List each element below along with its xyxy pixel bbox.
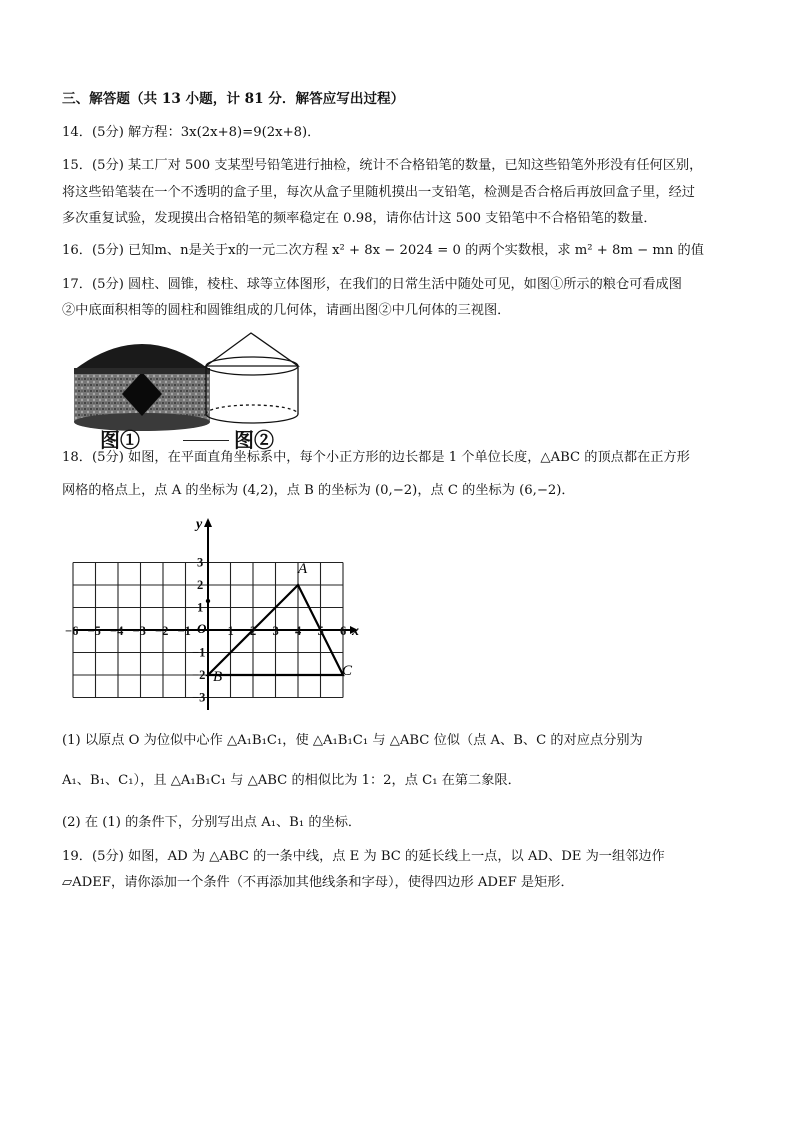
x-tick-label: −3 xyxy=(132,624,146,638)
question-19-line-1: 19．(5分) 如图，AD 为 △ABC 的一条中线，点 E 为 BC 的延长线上一点，以 AD、DE 为一组邻边作 xyxy=(62,849,665,864)
x-tick-label: −1 xyxy=(177,624,191,638)
question-19-line-2: ▱ADEF，请你添加一个条件（不再添加其他线条和字母），使得四边形 ADEF 是矩形． xyxy=(62,875,574,890)
origin-label: O xyxy=(197,621,207,636)
x-tick-label: 4 xyxy=(295,624,302,638)
x-tick-label: 5 xyxy=(317,624,324,638)
x-tick-label: 2 xyxy=(250,624,257,638)
y-tick-label: 3 xyxy=(197,555,204,570)
question-17-line-1: 17．(5分) 圆柱、圆锥，棱柱、球等立体图形，在我们的日常生活中随处可见，如图①所示的粮仓可看成图 xyxy=(62,277,682,292)
figure-2-label: 图② xyxy=(234,428,274,452)
y-axis-dot xyxy=(206,599,210,603)
y-axis-label: y xyxy=(196,517,203,532)
figure-label-divider xyxy=(183,440,229,441)
question-15-line-2: 将这些铅笔装在一个不透明的盒子里，每次从盒子里随机摸出一支铅笔，检测是否合格后再放回盒子里，经过 xyxy=(62,185,695,200)
y-tick-label: −1 xyxy=(192,645,206,660)
section-heading: 三、解答题（共 13 小题，计 81 分．解答应写出过程） xyxy=(62,91,405,107)
x-axis-label: x xyxy=(352,624,359,639)
y-tick-label: 2 xyxy=(197,578,204,592)
y-tick-label: −2 xyxy=(192,668,206,682)
cone-cylinder-drawing xyxy=(206,333,298,423)
question-14: 14．(5分) 解方程：3x(2x+8)=9(2x+8)． xyxy=(62,125,321,140)
question-18-line-2: 网格的格点上，点 A 的坐标为 (4,2)，点 B 的坐标为 (0,−2)，点 C 的坐标为 (6,−2)． xyxy=(62,483,575,498)
x-tick-label: 3 xyxy=(272,624,279,638)
point-b-label: B xyxy=(213,669,223,685)
figure-1-label: 图① xyxy=(100,428,140,452)
coordinate-grid xyxy=(65,515,372,715)
question-15-line-1: 15．(5分) 某工厂对 500 支某型号铅笔进行抽检，统计不合格铅笔的数量，已知这些铅笔外形没有任何区别， xyxy=(62,158,703,173)
granary-photo xyxy=(74,344,210,431)
question-16: 16．(5分) 已知m、n是关于x的一元二次方程 x² + 8x − 2024 = 0 的两个实数根，求 m² + 8m − mn 的值 xyxy=(62,243,704,258)
point-a-label: A xyxy=(298,561,308,577)
x-tick-label: −6 xyxy=(65,624,79,638)
x-tick-label: −2 xyxy=(155,624,169,638)
y-tick-label: 1 xyxy=(197,600,204,615)
question-18-part-1-line-1: (1) 以原点 O 为位似中心作 △A₁B₁C₁，使 △A₁B₁C₁ 与 △ABC 位似（点 A、B、C 的对应点分别为 xyxy=(62,733,643,748)
question-18-part-2: (2) 在 (1) 的条件下，分别写出点 A₁、B₁ 的坐标． xyxy=(62,815,362,830)
question-18-line-1: 18．(5分) 如图，在平面直角坐标系中，每个小正方形的边长都是 1 个单位长度，△ABC 的顶点都在正方形 xyxy=(62,450,690,465)
question-17-line-2: ②中底面积相等的圆柱和圆锥组成的几何体，请画出图②中几何体的三视图． xyxy=(62,303,511,318)
point-c-label: C xyxy=(342,663,353,679)
x-tick-label: −4 xyxy=(110,624,124,638)
y-tick-label: −3 xyxy=(192,690,206,705)
question-18-part-1-line-2: A₁、B₁、C₁），且 △A₁B₁C₁ 与 △ABC 的相似比为 1：2，点 C₁ 在第二象限． xyxy=(62,773,521,788)
x-tick-label: 6 xyxy=(340,624,347,638)
x-tick-label: −5 xyxy=(87,624,101,638)
question-15-line-3: 多次重复试验，发现摸出合格铅笔的频率稳定在 0.98，请你估计这 500 支铅笔中不合格铅笔的数量． xyxy=(62,211,657,226)
x-tick-label: 1 xyxy=(227,624,234,638)
